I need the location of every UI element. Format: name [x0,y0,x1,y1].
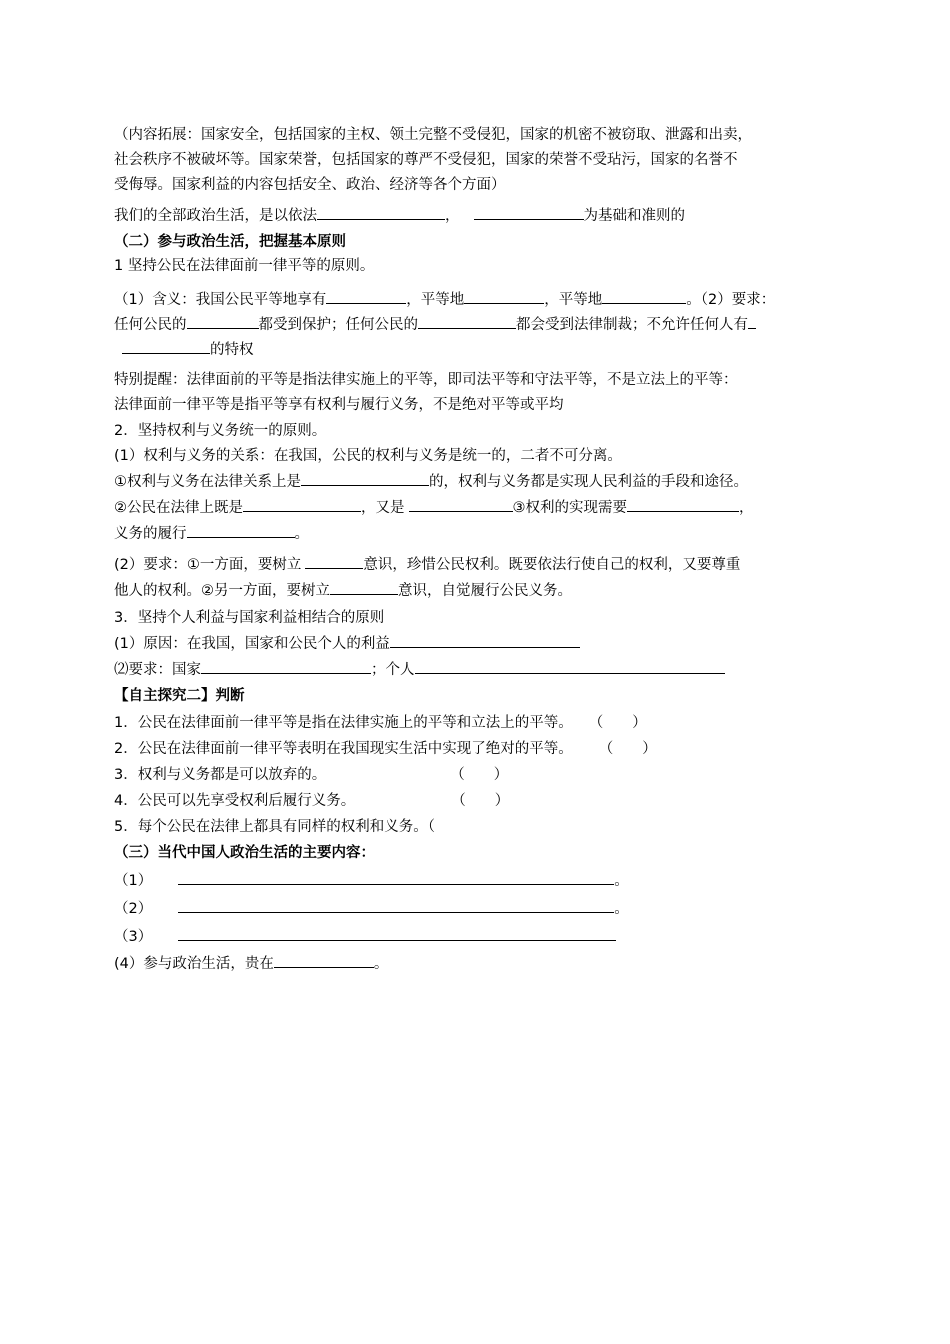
blank-field[interactable] [464,289,544,304]
blank-field[interactable] [305,554,363,569]
blank-field[interactable] [330,580,398,595]
principle-2-circle-3 [114,523,309,545]
answer-paren[interactable]: （ ） [588,715,647,731]
judge-item [114,738,657,760]
text: ②公民在法律上既是 [114,500,243,516]
text: 他人的权利。②另一方面，要树立 [114,583,330,599]
blank-field[interactable] [122,339,210,354]
blank-field[interactable] [627,497,739,512]
text: （3） [114,929,153,945]
blank-field[interactable] [390,633,580,648]
basis-text-b: ， [445,208,460,224]
expansion-line-1: （内容拓展：国家安全，包括国家的主权、领土完整不受侵犯，国家的机密不被窃取、泄露和出卖， [114,127,752,143]
basis-text-a: 我们的全部政治生活，是以依法 [114,208,317,224]
principle-2-title: 2．坚持权利与义务统一的原则。 [114,423,327,439]
blank-field[interactable] [274,953,374,968]
content-item-1 [114,870,629,892]
text: 都会受到法律制裁；不允许任何人有 [516,317,748,333]
blank-field[interactable] [409,497,513,512]
answer-paren[interactable]: （ ） [451,793,510,809]
text: 5．每个公民在法律上都具有同样的权利和义务。（ [114,819,435,835]
basis-text-c: 为基础和准则的 [583,208,685,224]
text: 3．权利与义务都是可以放弃的。 [114,767,327,783]
text: 。 [614,901,629,917]
text: （2） [114,901,153,917]
text: 。 [294,526,309,542]
text: ③权利的实现需要 [512,500,627,516]
answer-paren[interactable]: （ ） [450,767,509,783]
expansion-line-3: 受侮辱。国家利益的内容包括安全、政治、经济等各个方面） [114,177,506,193]
blank-field[interactable] [602,289,686,304]
text: 1．公民在法律面前一律平等是指在法律实施上的平等和立法上的平等。 [114,715,573,731]
blank-field[interactable] [187,314,259,329]
section-3-heading: （三）当代中国人政治生活的主要内容： [114,845,375,861]
basis-line [114,205,685,227]
blank-field[interactable] [415,659,725,674]
principle-2-circle-1 [114,471,748,493]
text: 2．公民在法律面前一律平等表明在我国现实生活中实现了绝对的平等。 [114,741,573,757]
text: ⑵要求：国家 [114,662,201,678]
text: （1） [114,873,153,889]
text: ，平等地 [544,292,603,308]
text: 任何公民的 [114,317,187,333]
judge-item [114,816,435,838]
principle-3-title: 3．坚持个人利益与国家利益相结合的原则 [114,610,385,626]
blank-field[interactable] [748,314,756,329]
content-item-2 [114,898,629,920]
principle-2-require-2 [114,580,572,602]
text: (4）参与政治生活，贵在 [114,956,274,972]
text: 的特权 [210,342,254,358]
blank-field[interactable] [301,471,429,486]
principle-2-require-1 [114,554,740,576]
text: ， [739,500,754,516]
text: ，又是 [361,500,405,516]
principle-3-reason [114,633,580,655]
principle-1-line-1 [114,289,775,311]
principle-1-line-2 [114,314,756,336]
content-item-4 [114,953,388,975]
text: 。（2）要求： [686,292,776,308]
principle-3-require [114,659,725,681]
judge-item [114,712,647,734]
text: 意识，自觉履行公民义务。 [398,583,572,599]
text: (1）原因：在我国，国家和公民个人的利益 [114,636,390,652]
text: (2）要求：①一方面，要树立 [114,557,302,573]
principle-2-relation: (1）权利与义务的关系：在我国，公民的权利与义务是统一的，二者不可分离。 [114,448,622,464]
judge-item [114,790,509,812]
text: ①权利与义务在法律关系上是 [114,474,301,490]
text: 意识，珍惜公民权利。既要依法行使自己的权利，又要尊重 [363,557,741,573]
principle-1-line-3 [114,339,254,361]
section-2-heading: （二）参与政治生活，把握基本原则 [114,234,346,250]
blank-field[interactable] [178,870,614,885]
answer-paren[interactable]: （ ） [598,741,657,757]
note-line-1: 特别提醒：法律面前的平等是指法律实施上的平等，即司法平等和守法平等，不是立法上的平等： [114,372,738,388]
blank-field[interactable] [178,926,616,941]
text: 。 [373,956,389,972]
judge-item [114,764,508,786]
blank-field[interactable] [243,497,361,512]
expansion-line-2: 社会秩序不被破坏等。国家荣誉，包括国家的尊严不受侵犯，国家的荣誉不受玷污，国家的名誉不 [114,152,738,168]
content-item-3 [114,926,616,948]
text: 4．公民可以先享受权利后履行义务。 [114,793,356,809]
principle-1-title: 1 坚持公民在法律面前一律平等的原则。 [114,258,375,274]
blank-field[interactable] [187,523,295,538]
text: ，平等地 [406,292,465,308]
blank-field[interactable] [178,898,614,913]
explore-2-heading: 【自主探究二】判断 [114,688,245,704]
text: 的，权利与义务都是实现人民利益的手段和途径。 [429,474,748,490]
text: （1）含义：我国公民平等地享有 [114,292,327,308]
blank-field[interactable] [474,205,584,220]
note-line-2: 法律面前一律平等是指平等享有权利与履行义务，不是绝对平等或平均 [114,397,564,413]
text: 都受到保护；任何公民的 [258,317,418,333]
blank-field[interactable] [201,659,371,674]
text: 。 [614,873,629,889]
text: ；个人 [371,662,415,678]
blank-field[interactable] [317,205,445,220]
blank-field[interactable] [418,314,516,329]
principle-2-circle-2 [114,497,754,519]
text: 义务的履行 [114,526,187,542]
blank-field[interactable] [326,289,406,304]
